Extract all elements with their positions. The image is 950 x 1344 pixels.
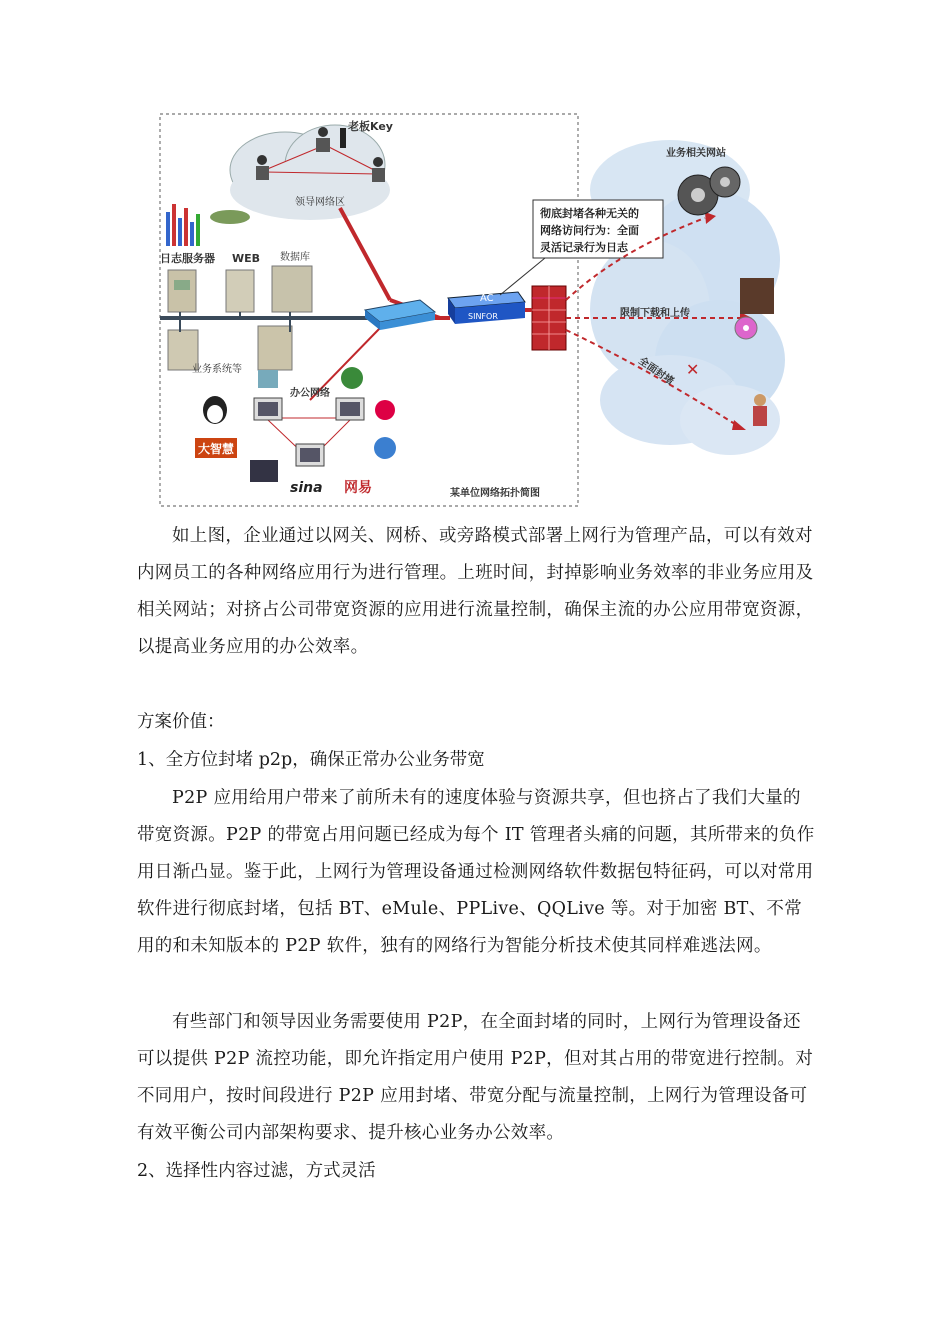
switch-icon <box>365 300 435 330</box>
full-block-label: 全面封堵 <box>636 355 676 388</box>
item-1-title: 1、全方位封堵 p2p，确保正常办公业务带宽 <box>137 750 485 770</box>
item-2-title: 2、选择性内容过滤，方式灵活 <box>137 1161 376 1181</box>
section-title: 方案价值： <box>137 712 225 732</box>
stock-chart-icon <box>250 460 278 482</box>
callout-line-2: 网络访问行为：全面 <box>540 224 639 237</box>
office-app-icon <box>258 370 278 388</box>
block-x-icon: ✕ <box>686 360 700 379</box>
netease-logo: 网易 <box>344 480 372 496</box>
link-leader-switch <box>340 208 390 300</box>
ac-label: AC <box>480 293 494 304</box>
database-label: 数据库 <box>280 252 310 263</box>
firewall-icon <box>532 286 566 350</box>
diagram-caption: 某单位网络拓扑简图 <box>450 488 540 499</box>
network-topology-diagram <box>150 100 790 515</box>
log-server-label: 日志服务器 <box>160 252 215 265</box>
chat-icon <box>375 400 395 420</box>
item-1-paragraph-1: P2P 应用给用户带来了前所未有的速度体验与资源共享，但也挤占了我们大量的带宽资源。P2P 的带宽占用问题已经成为每个 IT 管理者头痛的问题，其所带来的负作用日渐凸显。鉴于此，上网行为管理设备通过检测网络软件数据包特征码，可以对常用软件进行彻底封堵，包括 BT、eMule、PPLive、QQLive 等。对于加密 BT、不常用的和未知版本的 P2P 软件，独有的网络行为智能分析技术使其同样难逃法网。 <box>137 788 815 956</box>
globe-icon <box>341 367 363 389</box>
sina-logo: sina <box>290 480 323 496</box>
callout-line-3: 灵活记录行为日志 <box>540 241 628 254</box>
office-network <box>195 367 420 482</box>
limit-updown-label: 限制下载和上传 <box>620 308 690 319</box>
ac-vendor-label: SINFOR <box>468 312 498 321</box>
boss-key-label: 老板Key <box>348 120 393 133</box>
topology-svg <box>150 100 790 515</box>
callout-line-1: 彻底封堵各种无关的 <box>540 207 639 220</box>
chart-icon <box>166 204 250 246</box>
related-sites-label: 业务相关网站 <box>666 148 726 159</box>
intro-paragraph: 如上图，企业通过以网关、网桥、或旁路模式部署上网行为管理产品，可以有效对内网员工的各种网络应用行为进行管理。上班时间，封掉影响业务效率的非业务应用及相关网站；对挤占公司带宽资源的应用进行流量控制，确保主流的办公应用带宽资源，以提高业务应用的办公效率。 <box>137 526 814 657</box>
business-systems-label: 业务系统等 <box>192 364 242 375</box>
game-character-icon <box>753 394 767 426</box>
usb-key-icon <box>340 128 346 148</box>
leader-zone-label: 领导网络区 <box>295 197 345 208</box>
web-label: WEB <box>232 252 261 265</box>
item-1-paragraph-2: 有些部门和领导因业务需要使用 P2P，在全面封堵的同时，上网行为管理设备还可以提供 P2P 流控功能，即允许指定用户使用 P2P，但对其占用的带宽进行控制。对不同用户，按时间段进行 P2P 应用封堵、带宽分配与流量控制，上网行为管理设备可有效平衡公司内部架构要求、提升核心业务办公效率。 <box>137 1012 814 1143</box>
media-player-icon <box>374 437 396 459</box>
dazhihui-logo-text: 大智慧 <box>198 442 235 456</box>
media-icon <box>740 278 774 314</box>
office-network-label: 办公网络 <box>290 388 330 399</box>
